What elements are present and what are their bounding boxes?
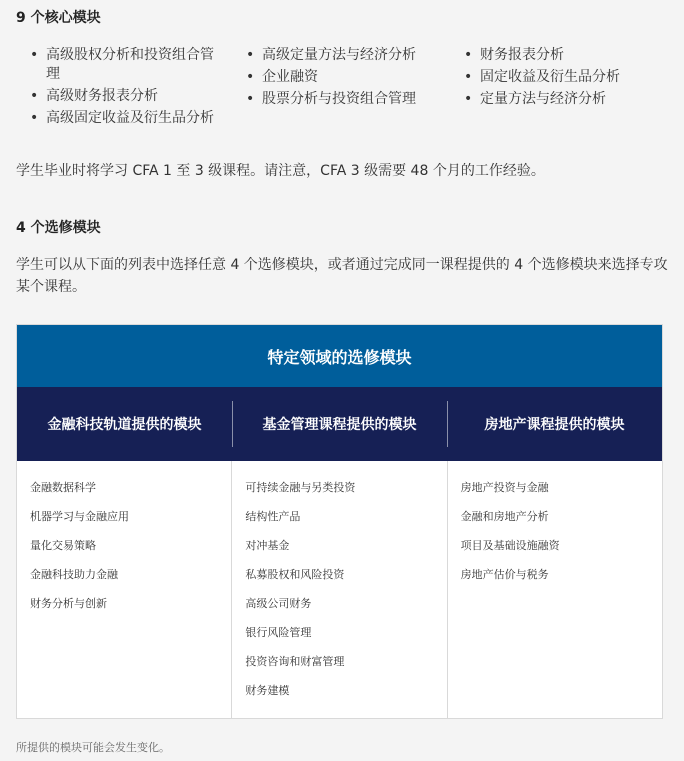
- list-item: • 企业融资: [232, 68, 427, 87]
- elective-table-header-row: [17, 387, 662, 461]
- table-cell: 金融科技助力金融: [30, 568, 118, 581]
- table-cell: 项目及基础设施融资: [460, 539, 560, 552]
- elective-table: [16, 324, 663, 719]
- list-item: • 高级固定收益及衍生品分析: [16, 109, 224, 128]
- column-header-fund-management: 基金管理课程提供的模块: [232, 387, 447, 461]
- list-item: • 高级财务报表分析: [16, 87, 224, 106]
- elective-description: 学生可以从下面的列表中选择任意 4 个选修模块，或者通过完成同一课程提供的 4 个选修模块来选择专攻某个课程。: [16, 257, 668, 295]
- elective-table-title: 特定领域的选修模块: [17, 325, 662, 387]
- list-item: • 定量方法与经济分析: [450, 90, 660, 109]
- table-cell: 房地产投资与金融: [460, 481, 549, 494]
- column-real-estate: [447, 461, 662, 718]
- list-item: • 股票分析与投资组合管理: [232, 90, 427, 109]
- list-item: • 高级股权分析和投资组合管理: [16, 46, 224, 84]
- column-header-real-estate: 房地产课程提供的模块: [447, 387, 662, 461]
- table-cell: 投资咨询和财富管理: [245, 655, 345, 668]
- table-cell: 私募股权和风险投资: [245, 568, 345, 581]
- table-cell: 财务分析与创新: [30, 597, 107, 610]
- core-list-col1: [16, 46, 224, 131]
- cfa-note: 学生毕业时将学习 CFA 1 至 3 级课程。请注意，CFA 3 级需要 48 个月的工作经验。: [16, 163, 545, 179]
- table-cell: 银行风险管理: [245, 626, 312, 639]
- elective-table-body: [17, 461, 662, 718]
- core-list-col2: [232, 46, 427, 112]
- table-cell: 量化交易策略: [30, 539, 96, 552]
- table-cell: 金融和房地产分析: [460, 510, 549, 523]
- table-cell: 房地产估价与税务: [460, 568, 549, 581]
- table-cell: 高级公司财务: [245, 597, 312, 610]
- list-item: • 固定收益及衍生品分析: [450, 68, 660, 87]
- core-list-col3: [450, 46, 660, 112]
- table-cell: 财务建模: [245, 684, 290, 697]
- table-cell: 机器学习与金融应用: [30, 510, 129, 523]
- list-item: • 财务报表分析: [450, 46, 660, 65]
- table-cell: 可持续金融与另类投资: [245, 481, 356, 494]
- elective-modules-heading: 4 个选修模块: [16, 220, 101, 236]
- core-modules-heading: 9 个核心模块: [16, 10, 101, 26]
- table-cell: 对冲基金: [245, 539, 290, 552]
- footer-note: 所提供的模块可能会发生变化。: [16, 741, 170, 754]
- column-fintech: [17, 461, 231, 718]
- column-header-fintech: 金融科技轨道提供的模块: [47, 417, 202, 433]
- list-item: • 高级定量方法与经济分析: [232, 46, 427, 65]
- column-fund-management: [231, 461, 446, 718]
- table-cell: 金融数据科学: [30, 481, 96, 494]
- table-cell: 结构性产品: [245, 510, 301, 523]
